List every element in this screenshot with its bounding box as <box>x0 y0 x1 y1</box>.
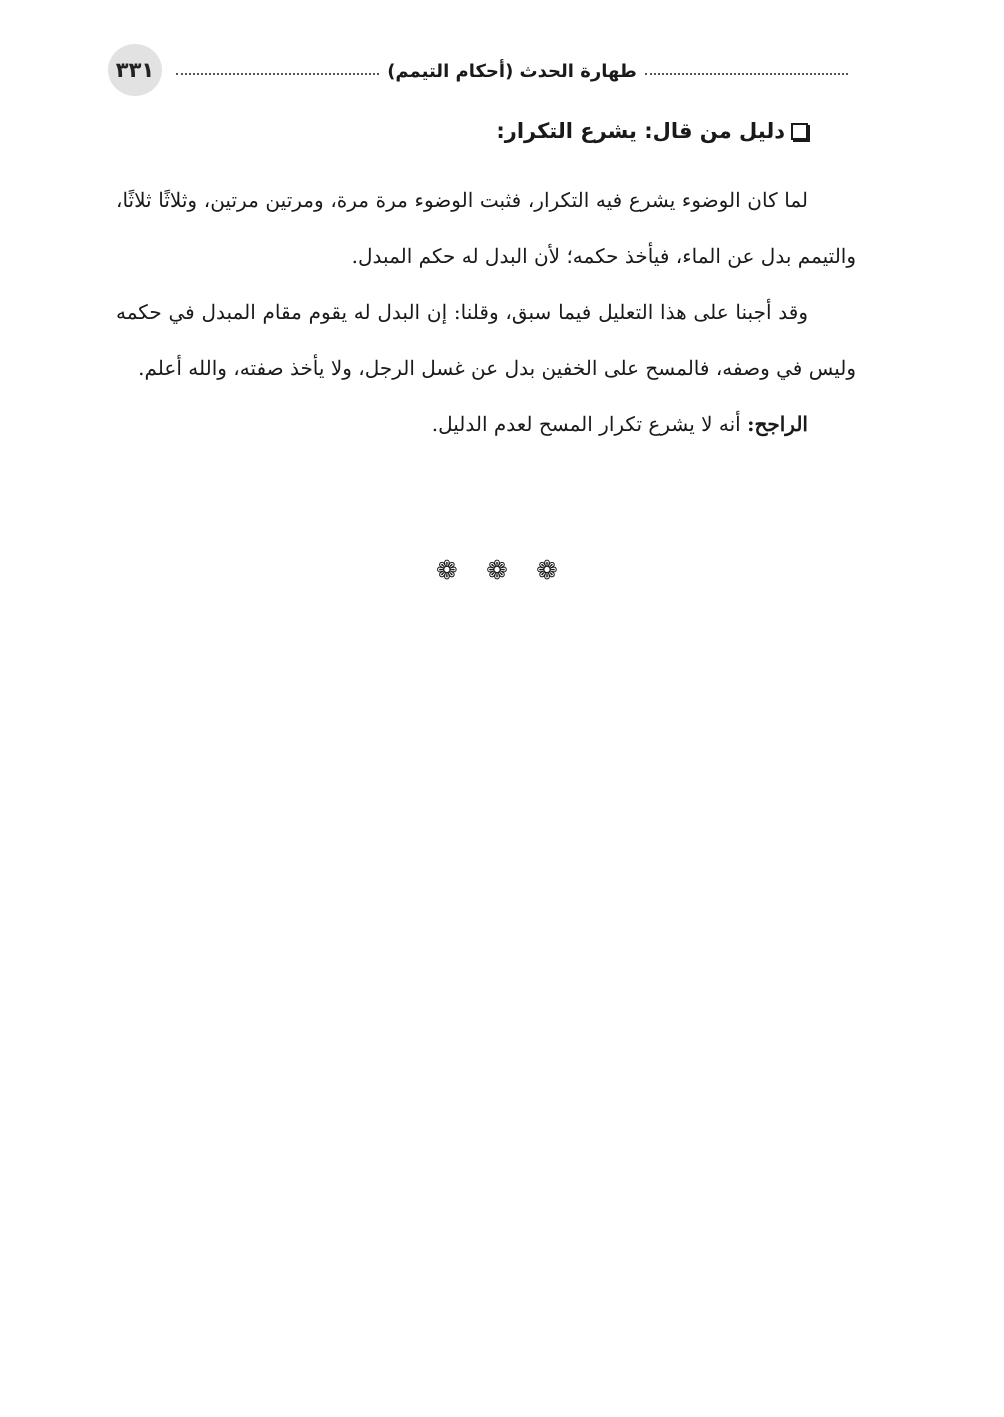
preponderant-label: الراجح: <box>747 412 808 436</box>
paragraph-2: وقد أجبنا على هذا التعليل فيما سبق، وقلنا: إن البدل له يقوم مقام المبدل في حكمه وليس في وصفه، فالمسح على الخفين بدل عن غسل الرجل، ولا يأخذ صفته، والله أعلم. <box>116 300 856 380</box>
page-header <box>108 44 848 96</box>
header-line <box>176 58 848 84</box>
paragraph-1: لما كان الوضوء يشرع فيه التكرار، فثبت الوضوء مرة مرة، ومرتين مرتين، وثلاثًا ثلاثًا، والتيمم بدل عن الماء، فيأخذ حكمه؛ لأن البدل له حكم المبدل. <box>116 188 856 268</box>
running-title: طهارة الحدث (أحكام التيمم) <box>387 60 637 82</box>
preponderant-text: أنه لا يشرع تكرار المسح لعدم الدليل. <box>431 412 748 436</box>
page-content <box>116 110 856 452</box>
section-heading <box>116 110 856 152</box>
square-bullet-icon <box>791 123 808 140</box>
dotted-leader-right <box>645 73 848 75</box>
dotted-leader-left <box>176 73 379 75</box>
preponderant-opinion <box>116 396 856 452</box>
section-end-ornament: ❁ ❁ ❁ <box>436 556 568 586</box>
page-number: ٣٣١ <box>108 44 162 96</box>
section-heading-text: دليل من قال: يشرع التكرار: <box>496 119 785 143</box>
